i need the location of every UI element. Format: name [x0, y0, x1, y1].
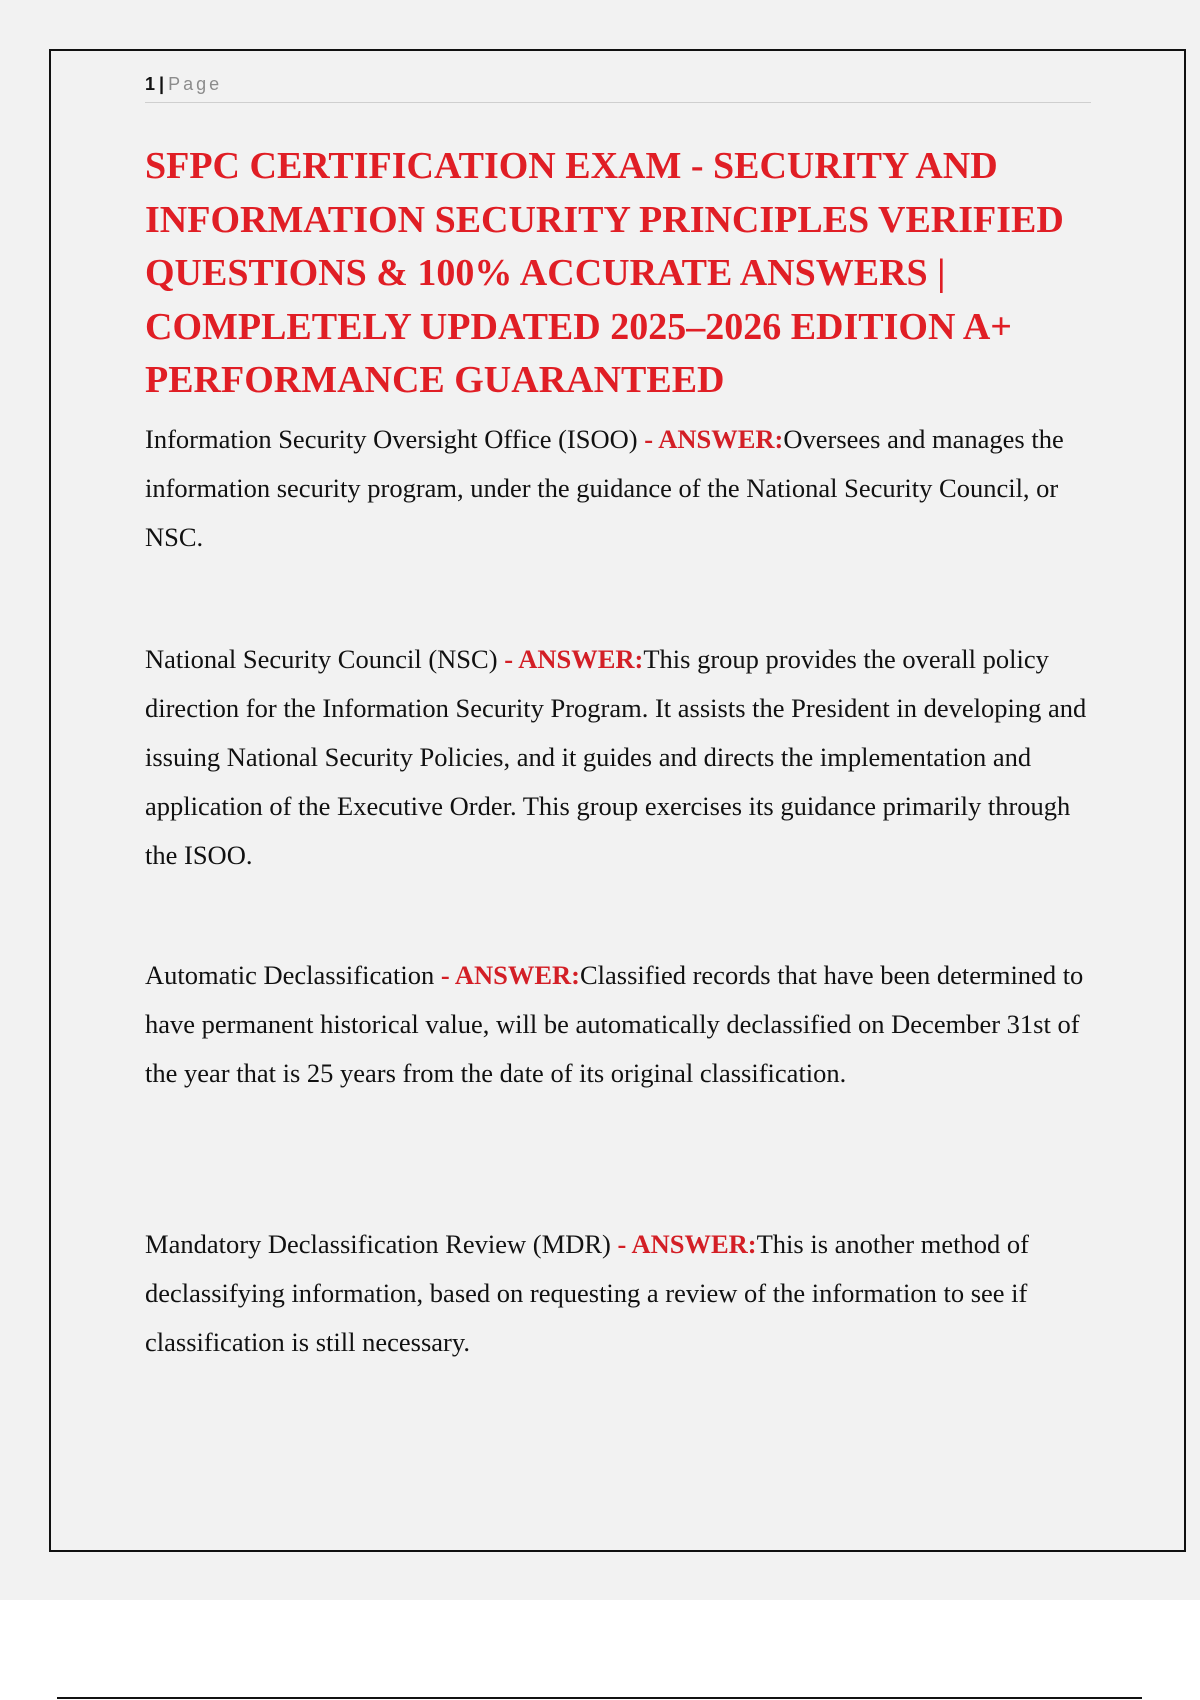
qa-entry-nsc: [145, 635, 1095, 880]
qa-term: Mandatory Declassification Review (MDR): [145, 1229, 611, 1259]
answer-separator: -: [610, 1229, 632, 1259]
page-number: 1: [145, 74, 156, 94]
qa-entry-automatic-declassification: [145, 951, 1095, 1098]
answer-label: ANSWER:: [518, 644, 644, 674]
qa-term: National Security Council (NSC): [145, 644, 498, 674]
answer-label: ANSWER:: [454, 960, 580, 990]
answer-separator: -: [434, 960, 455, 990]
qa-term: Information Security Oversight Office (ISOO): [145, 424, 638, 454]
page-header-label: Page: [168, 74, 223, 94]
qa-definition: Oversees and manages the information security program, under the guidance of the National Security Council, or NSC.: [145, 424, 1064, 552]
answer-label: ANSWER:: [631, 1229, 757, 1259]
qa-entry-isoo: [145, 415, 1095, 562]
page-header-separator: |: [159, 74, 165, 94]
qa-definition: This group provides the overall policy direction for the Information Security Program. It assists the President in developing and issuing National Security Policies, and it guides and directs the implementation and application of the Executive Order. This group exercises its guidance primarily through the ISOO.: [145, 644, 1087, 870]
answer-separator: -: [497, 644, 519, 674]
qa-definition: Classified records that have been determined to have permanent historical value, will be automatically declassified on December 31st of the year that is 25 years from the date of its original classification.: [145, 960, 1084, 1088]
answer-separator: -: [637, 424, 659, 454]
document-title: SFPC CERTIFICATION EXAM - SECURITY AND INFORMATION SECURITY PRINCIPLES VERIFIED QUESTIONS & 100% ACCURATE ANSWERS | COMPLETELY UPDATED 2025–2026 EDITION A+ PERFORMANCE GUARANTEED: [145, 145, 1064, 401]
qa-entry-mdr: [145, 1220, 1095, 1367]
qa-term: Automatic Declassification: [145, 960, 435, 990]
qa-definition: This is another method of declassifying information, based on requesting a review of the information to see if classification is still necessary.: [145, 1229, 1029, 1357]
answer-label: ANSWER:: [658, 424, 784, 454]
page-header: [145, 72, 1091, 103]
next-page-top-border: [57, 1697, 1142, 1699]
